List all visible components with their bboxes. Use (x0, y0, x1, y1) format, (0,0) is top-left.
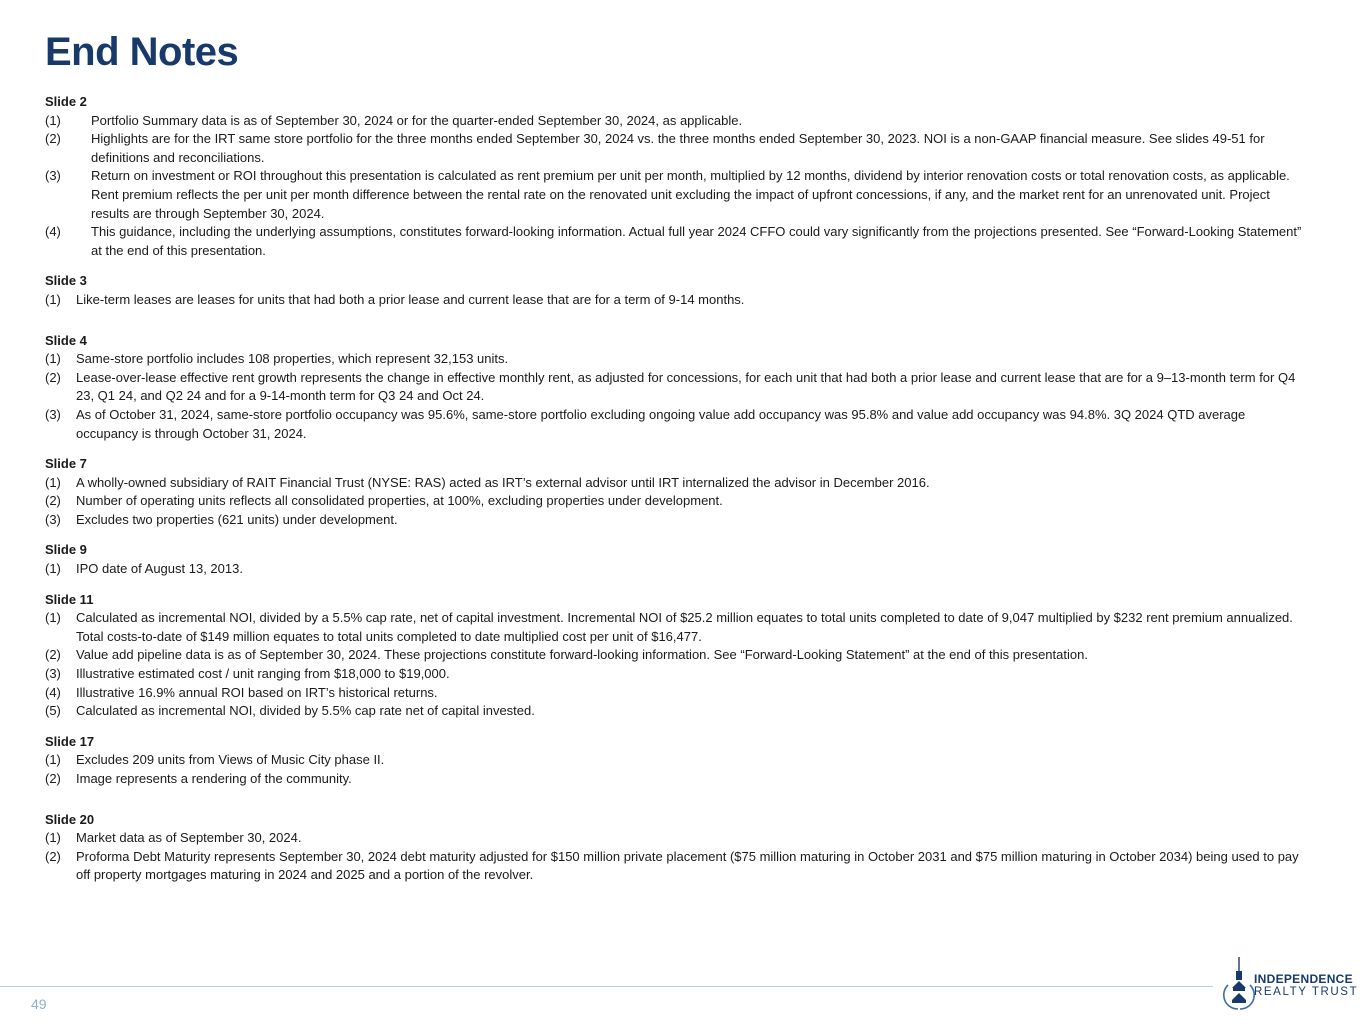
note-item (45, 350, 1305, 369)
note-number: (1) (45, 351, 61, 367)
note-item (45, 848, 1305, 885)
note-text: Calculated as incremental NOI, divided by 5.5% cap rate net of capital invested. (76, 703, 535, 719)
section-slide-20 (45, 811, 1305, 885)
section-title: Slide 9 (45, 542, 87, 558)
section-slide-17 (45, 733, 1305, 789)
logo-emblem-icon (1223, 955, 1255, 1011)
section-title: Slide 17 (45, 733, 95, 749)
note-text: Value add pipeline data is as of September 30, 2024. These projections constitute forward-looking information. See “Forward-Looking Statement” at the end of this presentation. (76, 647, 1088, 663)
page-title: End Notes (45, 30, 239, 74)
note-text: Excludes 209 units from Views of Music City phase II. (76, 752, 385, 768)
note-text: Image represents a rendering of the community. (76, 771, 352, 786)
note-text: Proforma Debt Maturity represents September 30, 2024 debt maturity adjusted for $150 million private placement ($75 million maturing in October 2031 and $75 million maturing in October 2034) being used to pay off property mortgages maturing in 2024 and 2025 and a portion of the revolver. (76, 848, 1299, 883)
company-logo (1223, 955, 1358, 1011)
section-slide-9 (45, 541, 1305, 578)
section-title: Slide 2 (45, 94, 87, 109)
note-item (45, 112, 1305, 131)
note-item (45, 665, 1305, 684)
section-slide-7 (45, 455, 1305, 529)
note-text: Highlights are for the IRT same store portfolio for the three months ended September 30, 2024 vs. the three months ended September 30, 2023. NOI is a non-GAAP financial measure. See slides 49-51 for definitions and reconciliations. (91, 131, 1265, 165)
note-item (45, 130, 1305, 167)
note-text: Excludes two properties (621 units) under development. (76, 511, 398, 527)
note-item (45, 223, 1305, 260)
note-number: (1) (45, 830, 61, 846)
section-slide-3 (45, 272, 1305, 309)
note-text: Number of operating units reflects all consolidated properties, at 100%, excluding properties under development. (76, 493, 723, 509)
note-number: (2) (45, 848, 61, 864)
note-item (45, 829, 1305, 848)
note-number: (2) (45, 131, 61, 147)
note-text: Same-store portfolio includes 108 properties, which represent 32,153 units. (76, 351, 509, 367)
section-slide-11 (45, 591, 1305, 721)
note-text: Calculated as incremental NOI, divided by a 5.5% cap rate, net of capital investment. Incremental NOI of $25.2 million equates to total units completed to date of 9,047 multiplied by $232 rent premium annualized. Total costs-to-date of $149 million equates to total units completed to date multiplied cost per unit of $16,477. (76, 610, 1293, 644)
note-item (45, 167, 1305, 223)
note-text: Lease-over-lease effective rent growth represents the change in effective monthly rent, as adjusted for concessions, for each unit that had both a prior lease and current lease that are for a 9–13-month term for Q4 23, Q1 24, and Q2 24 and for a 9-14-month term for Q3 24 and Oct 24. (76, 369, 1296, 404)
note-number: (1) (45, 474, 61, 490)
note-number: (1) (45, 610, 61, 626)
note-text: Illustrative estimated cost / unit ranging from $18,000 to $19,000. (76, 666, 450, 682)
note-item (45, 511, 1305, 530)
section-slide-4 (45, 332, 1305, 444)
note-number: (2) (45, 771, 61, 786)
section-title: Slide 7 (45, 456, 87, 472)
note-text: A wholly-owned subsidiary of RAIT Financial Trust (NYSE: RAS) acted as IRT’s external advisor until IRT internalized the advisor in December 2016. (76, 474, 930, 490)
note-item (45, 702, 1305, 721)
note-text: This guidance, including the underlying assumptions, constitutes forward-looking information. Actual full year 2024 CFFO could vary significantly from the projections presented. See “Forward-Looking Statement” at the end of this presentation. (91, 224, 1302, 258)
section-title: Slide 4 (45, 332, 87, 348)
footer-divider (0, 986, 1213, 987)
section-title: Slide 20 (45, 811, 95, 827)
note-item (45, 770, 1305, 789)
note-item (45, 646, 1305, 665)
note-number: (3) (45, 168, 61, 184)
note-number: (1) (45, 291, 61, 307)
note-number: (1) (45, 561, 61, 577)
note-item (45, 492, 1305, 511)
note-item (45, 406, 1305, 443)
note-item (45, 609, 1305, 646)
note-text: As of October 31, 2024, same-store portfolio occupancy was 95.6%, same-store portfolio excluding ongoing value add occupancy was 95.8% and value add occupancy was 94.8%. 3Q 2024 QTD average occupancy is through October 31, 2024. (76, 406, 1246, 441)
note-item (45, 751, 1305, 770)
note-number: (5) (45, 703, 61, 719)
section-title: Slide 3 (45, 273, 87, 289)
note-item (45, 684, 1305, 703)
note-item (45, 474, 1305, 493)
note-text: Market data as of September 30, 2024. (76, 830, 302, 846)
note-number: (2) (45, 369, 61, 385)
note-number: (3) (45, 406, 61, 422)
note-number: (1) (45, 112, 61, 128)
note-number: (4) (45, 224, 61, 240)
logo-wordmark-bottom: REALTY TRUST (1254, 986, 1359, 998)
note-number: (1) (45, 752, 61, 768)
note-number: (4) (45, 684, 61, 700)
section-title: Slide 11 (45, 591, 94, 607)
note-item (45, 560, 1305, 579)
note-number: (2) (45, 647, 61, 663)
note-text: Like-term leases are leases for units that had both a prior lease and current lease that are for a term of 9-14 months. (76, 291, 745, 307)
note-text: IPO date of August 13, 2013. (76, 561, 243, 577)
end-notes-content (45, 93, 1305, 897)
section-slide-2 (45, 93, 1305, 260)
note-text: Portfolio Summary data is as of September 30, 2024 or for the quarter-ended September 30, 2024, as applicable. (91, 112, 743, 128)
note-text: Illustrative 16.9% annual ROI based on IRT’s historical returns. (76, 684, 438, 700)
note-number: (2) (45, 493, 61, 509)
note-item (45, 369, 1305, 406)
page-number: 49 (31, 996, 47, 1012)
note-number: (3) (45, 666, 61, 682)
note-item (45, 291, 1305, 310)
note-text: Return on investment or ROI throughout this presentation is calculated as rent premium per unit per month, multiplied by 12 months, dividend by interior renovation costs or total renovation costs, as applicable. Rent premium reflects the per unit per month difference between the rental rate on the renovated unit excluding the impact of upfront concessions, if any, and the market rent for an unrenovated unit. Project results are through September 30, 2024. (91, 168, 1290, 221)
note-number: (3) (45, 511, 61, 527)
logo-wordmark-top: INDEPENDENCE (1254, 972, 1353, 986)
